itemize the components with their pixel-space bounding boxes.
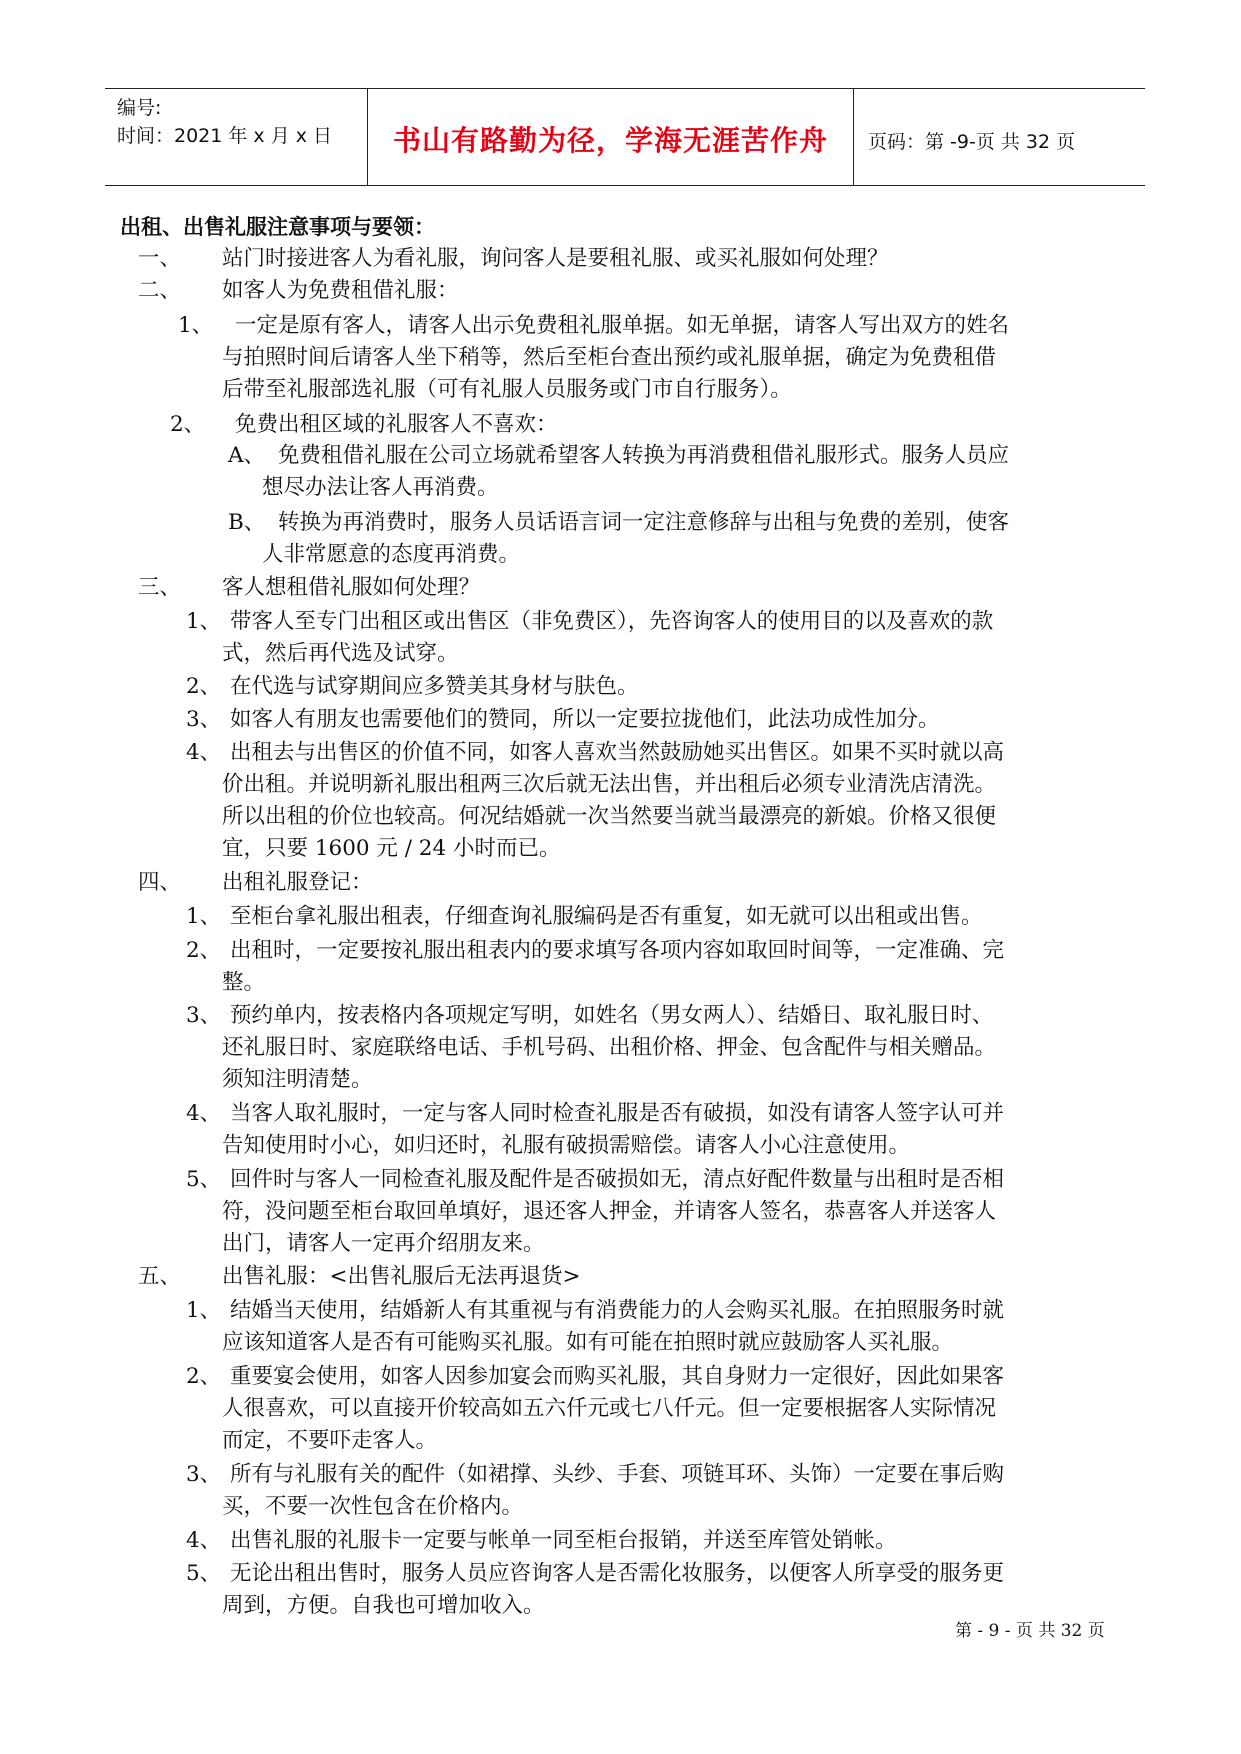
item-number: 3、 bbox=[186, 1003, 222, 1028]
header-left-cell bbox=[105, 89, 367, 185]
item-line: 价出租。并说明新礼服出租两三次后就无法出售，并出租后必须专业清洗店清洗。 bbox=[222, 772, 997, 797]
subitem-line: 转换为再消费时，服务人员话语言词一定注意修辞与出租与免费的差别，使客 bbox=[278, 510, 1010, 535]
item-line: 出门，请客人一定再介绍朋友来。 bbox=[222, 1231, 545, 1256]
item-number: 3、 bbox=[186, 707, 222, 732]
subitem-line: 想尽办法让客人再消费。 bbox=[262, 475, 499, 500]
subitem-line: 免费租借礼服在公司立场就希望客人转换为再消费租借礼服形式。服务人员应 bbox=[278, 443, 1010, 468]
item-line: 整。 bbox=[222, 970, 266, 995]
item-number: 4、 bbox=[186, 1528, 222, 1553]
subitem-line: 人非常愿意的态度再消费。 bbox=[262, 542, 521, 567]
item-line: 还礼服日时、家庭联络电话、手机号码、出租价格、押金、包含配件与相关赠品。 bbox=[222, 1035, 997, 1060]
item-number: 2、 bbox=[170, 412, 206, 437]
section-number: 五、 bbox=[138, 1264, 182, 1289]
header-right-cell bbox=[854, 89, 1145, 185]
subitem-letter: A、 bbox=[228, 443, 266, 468]
item-number: 1、 bbox=[186, 609, 222, 634]
item-number: 5、 bbox=[186, 1167, 222, 1192]
item-line: 周到，方便。自我也可增加收入。 bbox=[222, 1593, 545, 1618]
item-line: 预约单内，按表格内各项规定写明，如姓名（男女两人）、结婚日、取礼服日时、 bbox=[230, 1003, 994, 1028]
item-heading: 免费出租区域的礼服客人不喜欢： bbox=[235, 412, 558, 437]
item-number: 1、 bbox=[186, 1298, 222, 1323]
item-number: 4、 bbox=[186, 740, 222, 765]
item-line: 如客人有朋友也需要他们的赞同，所以一定要拉拢他们，此法功成性加分。 bbox=[230, 707, 940, 732]
item-line: 所以出租的价位也较高。何况结婚就一次当然要当就当最漂亮的新娘。价格又很便 bbox=[222, 804, 997, 829]
subitem-letter: B、 bbox=[228, 510, 266, 535]
section-number: 一、 bbox=[138, 246, 182, 271]
item-line: 一定是原有客人，请客人出示免费租礼服单据。如无单据，请客人写出双方的姓名 bbox=[235, 313, 1010, 338]
document-number-label: 编号: bbox=[117, 97, 162, 119]
item-line: 符，没问题至柜台取回单填好，退还客人押金，并请客人签名，恭喜客人并送客人 bbox=[222, 1199, 997, 1224]
item-number: 3、 bbox=[186, 1462, 222, 1487]
page-footer: 第 - 9 - 页 共 32 页 bbox=[955, 1621, 1105, 1641]
item-number: 2、 bbox=[186, 1364, 222, 1389]
item-number: 2、 bbox=[186, 674, 222, 699]
item-line: 结婚当天使用，结婚新人有其重视与有消费能力的人会购买礼服。在拍照服务时就 bbox=[230, 1298, 1005, 1323]
item-line: 重要宴会使用，如客人因参加宴会而购买礼服，其自身财力一定很好，因此如果客 bbox=[230, 1364, 1005, 1389]
header-page-label: 页码：第 -9-页 共 32 页 bbox=[868, 131, 1076, 153]
section-heading: 站门时接进客人为看礼服，询问客人是要租礼服、或买礼服如何处理？ bbox=[222, 246, 889, 271]
item-line: 至柜台拿礼服出租表，仔细查询礼服编码是否有重复，如无就可以出租或出售。 bbox=[230, 904, 983, 929]
header-motto-cell bbox=[367, 89, 854, 185]
item-line: 宜，只要 1600 元 / 24 小时而已。 bbox=[222, 836, 561, 861]
item-line: 回件时与客人一同检查礼服及配件是否破损如无，清点好配件数量与出租时是否相 bbox=[230, 1167, 1005, 1192]
item-line: 应该知道客人是否有可能购买礼服。如有可能在拍照时就应鼓励客人买礼服。 bbox=[222, 1330, 954, 1355]
item-number: 4、 bbox=[186, 1101, 222, 1126]
section-heading: 客人想租借礼服如何处理？ bbox=[222, 575, 481, 600]
page-header bbox=[105, 88, 1145, 186]
item-line: 带客人至专门出租区或出售区（非免费区），先咨询客人的使用目的以及喜欢的款 bbox=[230, 609, 994, 634]
item-number: 2、 bbox=[186, 938, 222, 963]
item-line: 与拍照时间后请客人坐下稍等，然后至柜台查出预约或礼服单据，确定为免费租借 bbox=[222, 345, 997, 370]
header-motto: 书山有路勤为径，学海无涯苦作舟 bbox=[392, 124, 828, 157]
item-number: 1、 bbox=[186, 904, 222, 929]
item-line: 无论出租出售时，服务人员应咨询客人是否需化妆服务，以便客人所享受的服务更 bbox=[230, 1561, 1005, 1586]
item-number: 5、 bbox=[186, 1561, 222, 1586]
item-line: 式，然后再代选及试穿。 bbox=[222, 641, 459, 666]
item-line: 买，不要一次性包含在价格内。 bbox=[222, 1494, 524, 1519]
item-line: 当客人取礼服时，一定与客人同时检查礼服是否有破损，如没有请客人签字认可并 bbox=[230, 1101, 1005, 1126]
item-line: 告知使用时小心，如归还时，礼服有破损需赔偿。请客人小心注意使用。 bbox=[222, 1133, 911, 1158]
document-title: 出租、出售礼服注意事项与要领： bbox=[120, 215, 435, 239]
item-number: 1、 bbox=[178, 313, 214, 338]
item-line: 而定，不要吓走客人。 bbox=[222, 1428, 438, 1453]
document-time-label: 时间：2021 年 x 月 x 日 bbox=[117, 125, 333, 147]
section-heading: 出售礼服：<出售礼服后无法再退货> bbox=[222, 1264, 581, 1289]
item-line: 须知注明清楚。 bbox=[222, 1067, 373, 1092]
section-number: 二、 bbox=[138, 278, 182, 303]
section-heading: 如客人为免费租借礼服： bbox=[222, 278, 459, 303]
item-line: 出售礼服的礼服卡一定要与帐单一同至柜台报销，并送至库管处销帐。 bbox=[230, 1528, 897, 1553]
item-line: 出租去与出售区的价值不同，如客人喜欢当然鼓励她买出售区。如果不买时就以高 bbox=[230, 740, 1005, 765]
item-line: 所有与礼服有关的配件（如裙撑、头纱、手套、项链耳环、头饰）一定要在事后购 bbox=[230, 1462, 1005, 1487]
section-heading: 出租礼服登记： bbox=[222, 870, 373, 895]
item-line: 后带至礼服部选礼服（可有礼服人员服务或门市自行服务）。 bbox=[222, 377, 792, 402]
item-line: 人很喜欢，可以直接开价较高如五六仟元或七八仟元。但一定要根据客人实际情况 bbox=[222, 1396, 997, 1421]
section-number: 三、 bbox=[138, 575, 182, 600]
section-number: 四、 bbox=[138, 870, 182, 895]
item-line: 出租时，一定要按礼服出租表内的要求填写各项内容如取回时间等，一定准确、完 bbox=[230, 938, 1005, 963]
item-line: 在代选与试穿期间应多赞美其身材与肤色。 bbox=[230, 674, 639, 699]
